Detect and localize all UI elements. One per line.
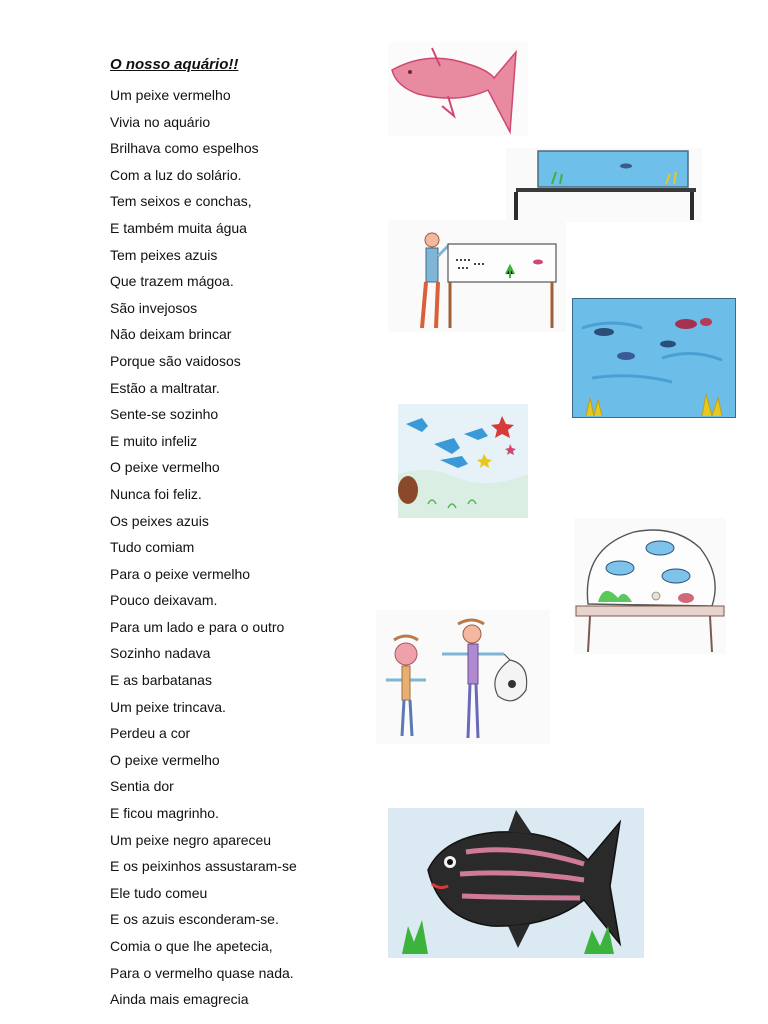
poem-line: O peixe vermelho: [110, 751, 220, 768]
poem-line: E os azuis esconderam-se.: [110, 911, 279, 928]
poem-line: Sentia dor: [110, 778, 174, 795]
poem-lines: [110, 84, 297, 1015]
poem-line: Para o peixe vermelho: [110, 565, 251, 582]
two-people-drawing: [376, 610, 550, 744]
poem-line: O peixe vermelho: [110, 459, 220, 476]
poem-line: Comia o que lhe apetecia,: [110, 938, 273, 954]
poem-line: Estão a maltratar.: [110, 379, 220, 396]
poem-line: Brilhava como espelhos: [110, 140, 259, 157]
poem-line: Tem peixes azuis: [110, 246, 218, 263]
poem-title: O nosso aquário!!: [110, 56, 239, 73]
poem-line: Não deixam brincar: [110, 326, 232, 343]
person-aquarium-drawing: [388, 220, 566, 332]
poem-line: Nunca foi feliz.: [110, 485, 202, 502]
poem-line: Vivia no aquário: [110, 113, 211, 130]
poem-line: Os peixes azuis: [110, 512, 209, 529]
red-fish-drawing: [388, 42, 528, 136]
poem-line: Tem seixos e conchas,: [110, 193, 252, 210]
poem-line: Ainda mais emagrecia: [110, 991, 249, 1008]
poem-line: E ficou magrinho.: [110, 805, 219, 822]
poem-line: Sozinho nadava: [110, 645, 211, 662]
black-fish-drawing: [388, 808, 644, 958]
poem-line: Pouco deixavam.: [110, 592, 218, 609]
poem-line: E as barbatanas: [110, 672, 212, 689]
poem-line: Ele tudo comeu: [110, 884, 208, 901]
poem-line: Com a luz do solário.: [110, 166, 242, 183]
poem-line: Sente-se sozinho: [110, 406, 219, 423]
poem-line: Um peixe negro apareceu: [110, 831, 272, 848]
poem-line: Tudo comiam: [110, 539, 195, 556]
poem-line: Um peixe vermelho: [110, 87, 231, 103]
poem-line: São invejosos: [110, 299, 198, 316]
poem-line: E muito infeliz: [110, 432, 198, 449]
poem-line: Porque são vaidosos: [110, 352, 241, 369]
poem-line: Para o vermelho quase nada.: [110, 964, 294, 981]
poem-line: E também muita água: [110, 219, 247, 236]
poem-line: Perdeu a cor: [110, 725, 191, 742]
poem-line: Que trazem mágoa.: [110, 273, 234, 290]
poem-line: E os peixinhos assustaram-se: [110, 858, 297, 875]
underwater-scene-drawing: [398, 404, 528, 518]
blue-aquarium-drawing: [572, 298, 736, 418]
poem-line: Para um lado e para o outro: [110, 618, 285, 635]
poem-line: Um peixe trincava.: [110, 698, 226, 715]
aquarium-table-drawing: [506, 148, 702, 222]
fish-bowl-drawing: [574, 518, 726, 654]
